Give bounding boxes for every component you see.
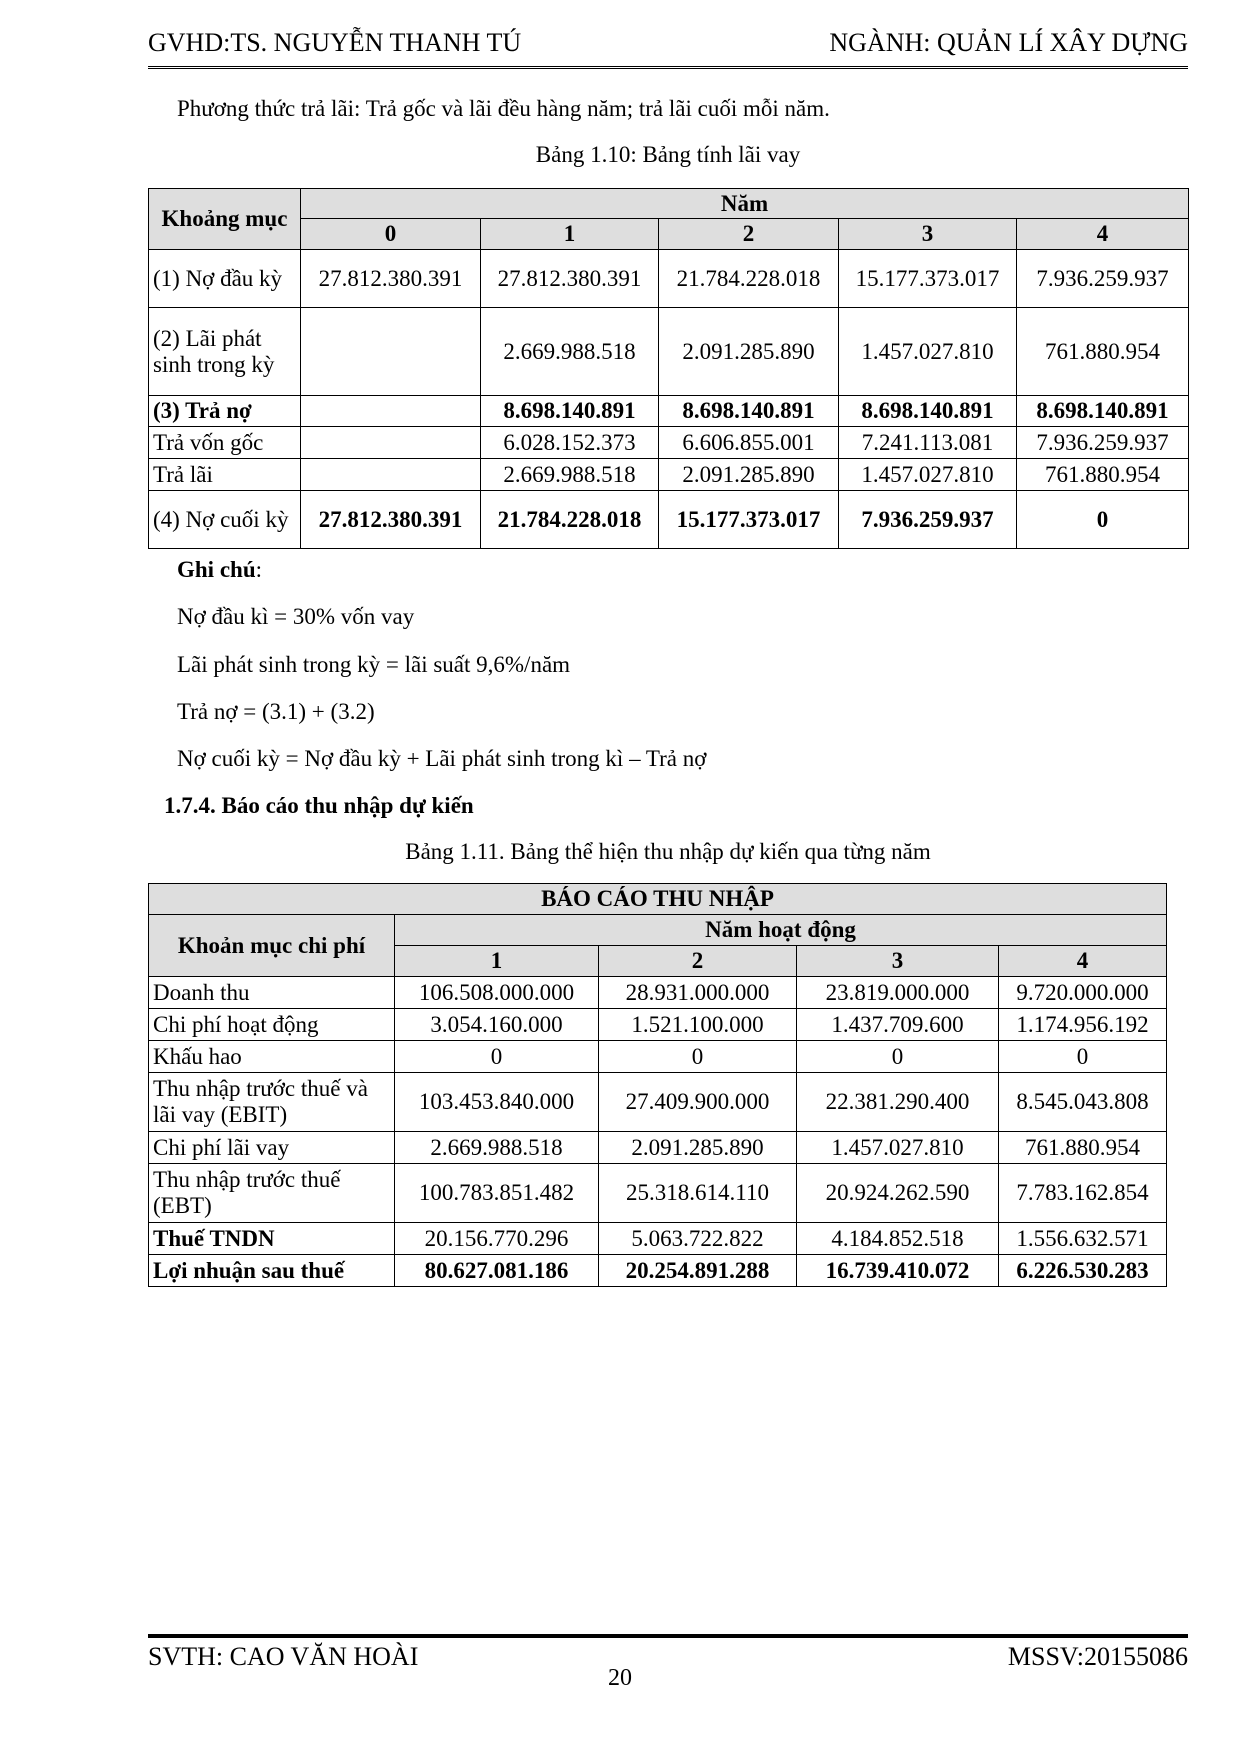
row-label: Trả vốn gốc (149, 427, 301, 459)
note-line: Nợ cuối kỳ = Nợ đầu kỳ + Lãi phát sinh trong kì – Trả nợ (177, 746, 707, 771)
row-label: Khấu hao (149, 1041, 395, 1073)
loan-interest-table (148, 188, 1189, 549)
table2-corner-header: Khoản mục chi phí (149, 915, 395, 977)
table-cell: 2.669.988.518 (481, 459, 659, 491)
table-cell (301, 459, 481, 491)
table-cell: 1.457.027.810 (839, 308, 1017, 396)
row-label: (4) Nợ cuối kỳ (149, 491, 301, 549)
table-cell: 3.054.160.000 (395, 1009, 599, 1041)
table-cell (301, 427, 481, 459)
table-cell: 103.453.840.000 (395, 1073, 599, 1132)
table-cell (301, 396, 481, 427)
table-cell: 2.669.988.518 (395, 1132, 599, 1164)
table1-year-header: 3 (839, 219, 1017, 250)
page-header (148, 26, 1188, 69)
table-cell: 2.091.285.890 (659, 459, 839, 491)
row-label: Thu nhập trước thuế (EBT) (149, 1164, 395, 1223)
table-row (149, 1255, 1167, 1287)
table2-title: BÁO CÁO THU NHẬP (149, 884, 1167, 915)
table1-year-header: 4 (1017, 219, 1189, 250)
table-row (149, 977, 1167, 1009)
table-cell: 6.028.152.373 (481, 427, 659, 459)
row-label: (1) Nợ đầu kỳ (149, 250, 301, 308)
table-cell: 21.784.228.018 (481, 491, 659, 549)
table-row (149, 1132, 1167, 1164)
table-cell: 22.381.290.400 (797, 1073, 999, 1132)
table-cell: 2.091.285.890 (599, 1132, 797, 1164)
table-cell: 27.812.380.391 (301, 491, 481, 549)
notes-title-label: Ghi chú (177, 557, 256, 582)
table1-year-header: 1 (481, 219, 659, 250)
table-cell: 6.606.855.001 (659, 427, 839, 459)
header-advisor: GVHD:TS. NGUYỄN THANH TÚ (148, 28, 522, 57)
table-cell: 15.177.373.017 (839, 250, 1017, 308)
table-cell: 1.457.027.810 (797, 1132, 999, 1164)
table-cell (301, 308, 481, 396)
table-cell: 2.091.285.890 (659, 308, 839, 396)
table-cell: 106.508.000.000 (395, 977, 599, 1009)
table-cell: 7.241.113.081 (839, 427, 1017, 459)
table-row (149, 396, 1189, 427)
table-cell: 100.783.851.482 (395, 1164, 599, 1223)
table2-year-header: 1 (395, 946, 599, 977)
table-cell: 1.556.632.571 (999, 1223, 1167, 1255)
table2-year-header: 4 (999, 946, 1167, 977)
notes-title-colon: : (255, 557, 263, 582)
table-cell: 761.880.954 (1017, 459, 1189, 491)
row-label: (2) Lãi phát sinh trong kỳ (149, 308, 301, 396)
row-label: Thuế TNDN (149, 1223, 395, 1255)
table-cell: 7.936.259.937 (1017, 250, 1189, 308)
footer-student: SVTH: CAO VĂN HOÀI (148, 1642, 419, 1671)
note-line: Nợ đầu kì = 30% vốn vay (177, 604, 415, 629)
table-cell: 761.880.954 (1017, 308, 1189, 396)
row-label: Trả lãi (149, 459, 301, 491)
table2-caption: Bảng 1.11. Bảng thể hiện thu nhập dự kiến qua từng năm (405, 839, 931, 864)
table1-year-group-header: Năm (301, 189, 1189, 219)
table1-year-header: 2 (659, 219, 839, 250)
table-cell: 0 (599, 1041, 797, 1073)
table-cell: 0 (395, 1041, 599, 1073)
table-row (149, 1223, 1167, 1255)
table-cell: 8.698.140.891 (839, 396, 1017, 427)
row-label: Chi phí lãi vay (149, 1132, 395, 1164)
table-cell: 20.156.770.296 (395, 1223, 599, 1255)
table-cell: 1.521.100.000 (599, 1009, 797, 1041)
table-cell: 2.669.988.518 (481, 308, 659, 396)
table-cell: 27.812.380.391 (481, 250, 659, 308)
table-cell: 8.698.140.891 (481, 396, 659, 427)
payment-method-text: Phương thức trả lãi: Trả gốc và lãi đều hàng năm; trả lãi cuối mỗi năm. (177, 96, 830, 121)
table1-year-header: 0 (301, 219, 481, 250)
footer-student-id: MSSV:20155086 (1007, 1642, 1188, 1671)
table-cell: 7.936.259.937 (1017, 427, 1189, 459)
table-cell: 27.409.900.000 (599, 1073, 797, 1132)
table-cell: 25.318.614.110 (599, 1164, 797, 1223)
table-cell: 1.457.027.810 (839, 459, 1017, 491)
table-cell: 6.226.530.283 (999, 1255, 1167, 1287)
table-cell: 21.784.228.018 (659, 250, 839, 308)
table-row (149, 1073, 1167, 1132)
table-cell: 0 (999, 1041, 1167, 1073)
table-cell: 7.783.162.854 (999, 1164, 1167, 1223)
table-cell: 20.254.891.288 (599, 1255, 797, 1287)
table-row (149, 1009, 1167, 1041)
table1-caption: Bảng 1.10: Bảng tính lãi vay (535, 142, 801, 167)
table-cell: 16.739.410.072 (797, 1255, 999, 1287)
table-cell: 7.936.259.937 (839, 491, 1017, 549)
table2-year-group-header: Năm hoạt động (395, 915, 1167, 946)
table-row (149, 1041, 1167, 1073)
table-cell: 20.924.262.590 (797, 1164, 999, 1223)
table-cell: 23.819.000.000 (797, 977, 999, 1009)
table-cell: 761.880.954 (999, 1132, 1167, 1164)
table-row (149, 250, 1189, 308)
section-heading: 1.7.4. Báo cáo thu nhập dự kiến (164, 793, 474, 818)
table-row (149, 427, 1189, 459)
table-row (149, 308, 1189, 396)
note-line: Lãi phát sinh trong kỳ = lãi suất 9,6%/năm (177, 652, 571, 677)
table2-year-header: 3 (797, 946, 999, 977)
table-cell: 0 (1017, 491, 1189, 549)
row-label: Lợi nhuận sau thuế (149, 1255, 395, 1287)
note-line: Trả nợ = (3.1) + (3.2) (177, 699, 375, 724)
table-cell: 1.174.956.192 (999, 1009, 1167, 1041)
table1-corner-header: Khoảng mục (149, 189, 301, 250)
table-cell: 27.812.380.391 (301, 250, 481, 308)
header-major: NGÀNH: QUẢN LÍ XÂY DỰNG (829, 28, 1188, 57)
table-cell: 80.627.081.186 (395, 1255, 599, 1287)
table-cell: 0 (797, 1041, 999, 1073)
table-cell: 1.437.709.600 (797, 1009, 999, 1041)
table-cell: 4.184.852.518 (797, 1223, 999, 1255)
row-label: Chi phí hoạt động (149, 1009, 395, 1041)
table-cell: 8.545.043.808 (999, 1073, 1167, 1132)
notes-title (177, 557, 262, 583)
table-row (149, 459, 1189, 491)
table-row (149, 1164, 1167, 1223)
row-label: Doanh thu (149, 977, 395, 1009)
table-cell: 9.720.000.000 (999, 977, 1167, 1009)
income-report-table (148, 883, 1167, 1287)
table-cell: 8.698.140.891 (659, 396, 839, 427)
table-cell: 28.931.000.000 (599, 977, 797, 1009)
table-cell: 15.177.373.017 (659, 491, 839, 549)
table-cell: 8.698.140.891 (1017, 396, 1189, 427)
table2-year-header: 2 (599, 946, 797, 977)
table-cell: 5.063.722.822 (599, 1223, 797, 1255)
page-number: 20 (608, 1665, 632, 1691)
row-label: Thu nhập trước thuế và lãi vay (EBIT) (149, 1073, 395, 1132)
row-label: (3) Trả nợ (149, 396, 301, 427)
table-row (149, 491, 1189, 549)
